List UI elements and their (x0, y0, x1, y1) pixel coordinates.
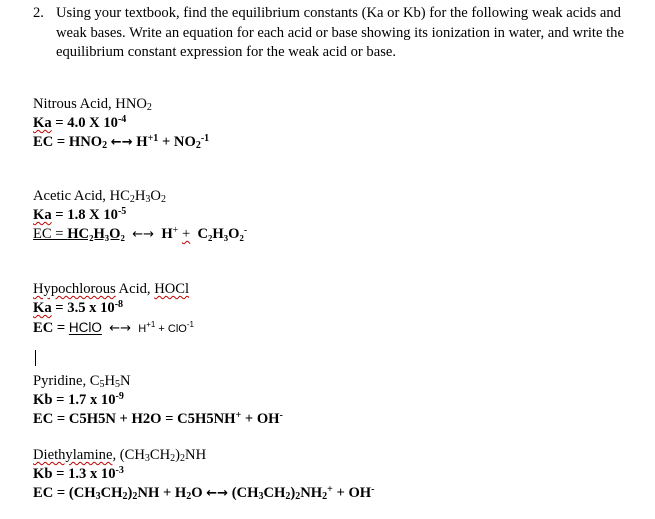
hypochlorous-ka-label: Ka (33, 300, 52, 316)
diethylamine-ec-s3: 2 (132, 491, 138, 502)
acetic-ec-h-sup: + (172, 225, 179, 236)
equilibrium-arrow-icon: ←→ (109, 321, 131, 336)
diethylamine-kb-exp: -3 (115, 465, 124, 476)
diethylamine-ec-s8: 2 (322, 491, 328, 502)
diethylamine-ec-s2: 2 (122, 491, 128, 502)
pyridine-kb-value: Kb = 1.7 x 10 (33, 392, 116, 408)
hypochlorous-name-formula: HOCl (154, 281, 190, 297)
nitrous-ka-exp: -4 (117, 114, 127, 125)
diethylamine-name-nh: NH (185, 447, 207, 463)
diethylamine-block (33, 446, 653, 503)
hypochlorous-ec-line (33, 318, 653, 339)
nitrous-name-sub: 2 (146, 102, 152, 113)
acetic-name-sub2: 3 (145, 194, 151, 205)
pyridine-kb-line (33, 391, 653, 410)
hypochlorous-name-text: Hypochlorous (33, 281, 116, 297)
acetic-name-sub1: 2 (129, 194, 135, 205)
acetic-ka-label: Ka (33, 207, 52, 223)
acetic-ec-base: C₂H₃O₂ (197, 226, 244, 242)
diethylamine-name-paren: ) (175, 447, 181, 463)
equilibrium-arrow-icon: ←→ (132, 227, 155, 242)
pyridine-ec-oh: + OH (241, 411, 280, 427)
acetic-name-o: O (150, 188, 161, 204)
diethylamine-ec-o: O (191, 485, 207, 501)
hypochlorous-ec-prefix: EC = (33, 320, 69, 336)
nitrous-ec-no-sub: 2 (195, 140, 201, 151)
pyridine-ec-text: EC = C5H5N + H2O = C5H5NH (33, 411, 236, 427)
diethylamine-name-sub3: 2 (180, 453, 186, 464)
diethylamine-kb-line (33, 465, 653, 484)
diethylamine-ec-sup1: + (327, 484, 333, 495)
nitrous-ka-value: = 4.0 X 10 (51, 115, 118, 131)
diethylamine-ec-a: EC = (CH (33, 485, 96, 501)
pyridine-block (33, 372, 653, 429)
hypochlorous-ec-h: H (138, 323, 147, 335)
equilibrium-arrow-icon: ←→ (110, 135, 133, 150)
diethylamine-name-ch: CH (149, 447, 171, 463)
nitrous-ec-line (33, 133, 653, 152)
pyridine-ec-sup1: + (235, 410, 242, 421)
diethylamine-ec-nh: NH (300, 485, 323, 501)
nitrous-acid-name (33, 95, 653, 114)
diethylamine-ec-ch: CH (100, 485, 123, 501)
acetic-ec-acid: HC₂H₃O₂ (67, 226, 125, 242)
acetic-ec-line (33, 225, 653, 244)
diethylamine-ec-s4: 2 (186, 491, 192, 502)
nitrous-ec-sub1: 2 (102, 140, 108, 151)
acetic-ka-line (33, 206, 653, 225)
question-block (33, 4, 653, 63)
diethylamine-ec-s1: 3 (95, 491, 101, 502)
acetic-ec-base-sup: - (243, 225, 248, 236)
nitrous-ec-no-sup: -1 (200, 133, 210, 144)
hypochlorous-ec-acid: HClO (68, 320, 102, 335)
hypochlorous-ka-exp: -8 (114, 299, 124, 310)
text-cursor (35, 350, 36, 366)
acetic-acid-name (33, 187, 653, 206)
pyridine-ec-line (33, 410, 653, 429)
nitrous-ec-no: + NO (158, 134, 196, 150)
acetic-ec-h: H (161, 226, 173, 242)
nitrous-ec-h: H (136, 134, 148, 150)
hypochlorous-ka-value: = 3.5 x 10 (51, 300, 115, 316)
pyridine-name-sub2: 5 (115, 379, 121, 390)
diethylamine-ec-s6: 2 (285, 491, 291, 502)
diethylamine-name-sub2: 2 (170, 453, 176, 464)
hypochlorous-ec-h-sup: +1 (146, 320, 156, 329)
nitrous-acid-block (33, 95, 653, 152)
hypochlorous-ec-clo-sup: -1 (186, 320, 194, 329)
acetic-name-sub3: 2 (160, 194, 166, 205)
pyridine-name-n: N (120, 373, 131, 389)
question-text: Using your textbook, find the equilibrium constants (Ka or Kb) for the following weak acids and weak bases. Write an equation for each acid or base showing its ionization in water, and write the equilibrium constant expression for the weak acid or base. (56, 5, 624, 60)
acetic-ec-prefix: EC = (33, 226, 68, 242)
pyridine-name (33, 372, 653, 391)
diethylamine-ec-oh: + OH (332, 485, 372, 501)
pyridine-name-h: H (104, 373, 116, 389)
hypochlorous-name-rest: Acid, (115, 281, 155, 297)
equilibrium-arrow-icon: ←→ (206, 486, 229, 501)
nitrous-ec-prefix: EC = HNO (33, 134, 103, 150)
question-number: 2. (33, 5, 44, 21)
nitrous-ka-line (33, 114, 653, 133)
diethylamine-ec-nh-h: NH + H (137, 485, 187, 501)
diethylamine-ec-s7: 2 (295, 491, 301, 502)
diethylamine-ec-ch2: CH (263, 485, 286, 501)
acetic-name-text: Acetic Acid, HC (33, 188, 130, 204)
pyridine-name-text: Pyridine, C (33, 373, 100, 389)
hypochlorous-acid-name (33, 280, 653, 299)
pyridine-kb-exp: -9 (115, 391, 124, 402)
diethylamine-ec-p: ) (127, 485, 133, 501)
diethylamine-name-rest: , (CH (112, 447, 145, 463)
diethylamine-ec-p2: ) (290, 485, 296, 501)
nitrous-ec-h-sup: +1 (147, 133, 159, 144)
diethylamine-ec-b: (CH (228, 485, 259, 501)
hypochlorous-ec-clo: + ClO (155, 323, 187, 335)
nitrous-name-text: Nitrous Acid, HNO (33, 96, 147, 112)
diethylamine-kb-value: Kb = 1.3 x 10 (33, 466, 116, 482)
diethylamine-ec-s5: 3 (258, 491, 264, 502)
acetic-name-h: H (134, 188, 146, 204)
diethylamine-ec-line (33, 484, 653, 503)
diethylamine-name-sub1: 3 (144, 453, 150, 464)
nitrous-ka-label: Ka (33, 115, 52, 131)
acetic-ka-value: = 1.8 X 10 (51, 207, 118, 223)
diethylamine-name-text: Diethylamine (33, 447, 113, 463)
pyridine-ec-sup2: - (279, 410, 283, 421)
acetic-ec-plus: + (181, 226, 191, 242)
hypochlorous-ka-line (33, 299, 653, 318)
diethylamine-name (33, 446, 653, 465)
acetic-ka-exp: -5 (117, 206, 127, 217)
diethylamine-ec-sup2: - (371, 484, 375, 495)
pyridine-name-sub1: 5 (99, 379, 105, 390)
acetic-acid-block (33, 187, 653, 244)
hypochlorous-acid-block (33, 280, 653, 339)
